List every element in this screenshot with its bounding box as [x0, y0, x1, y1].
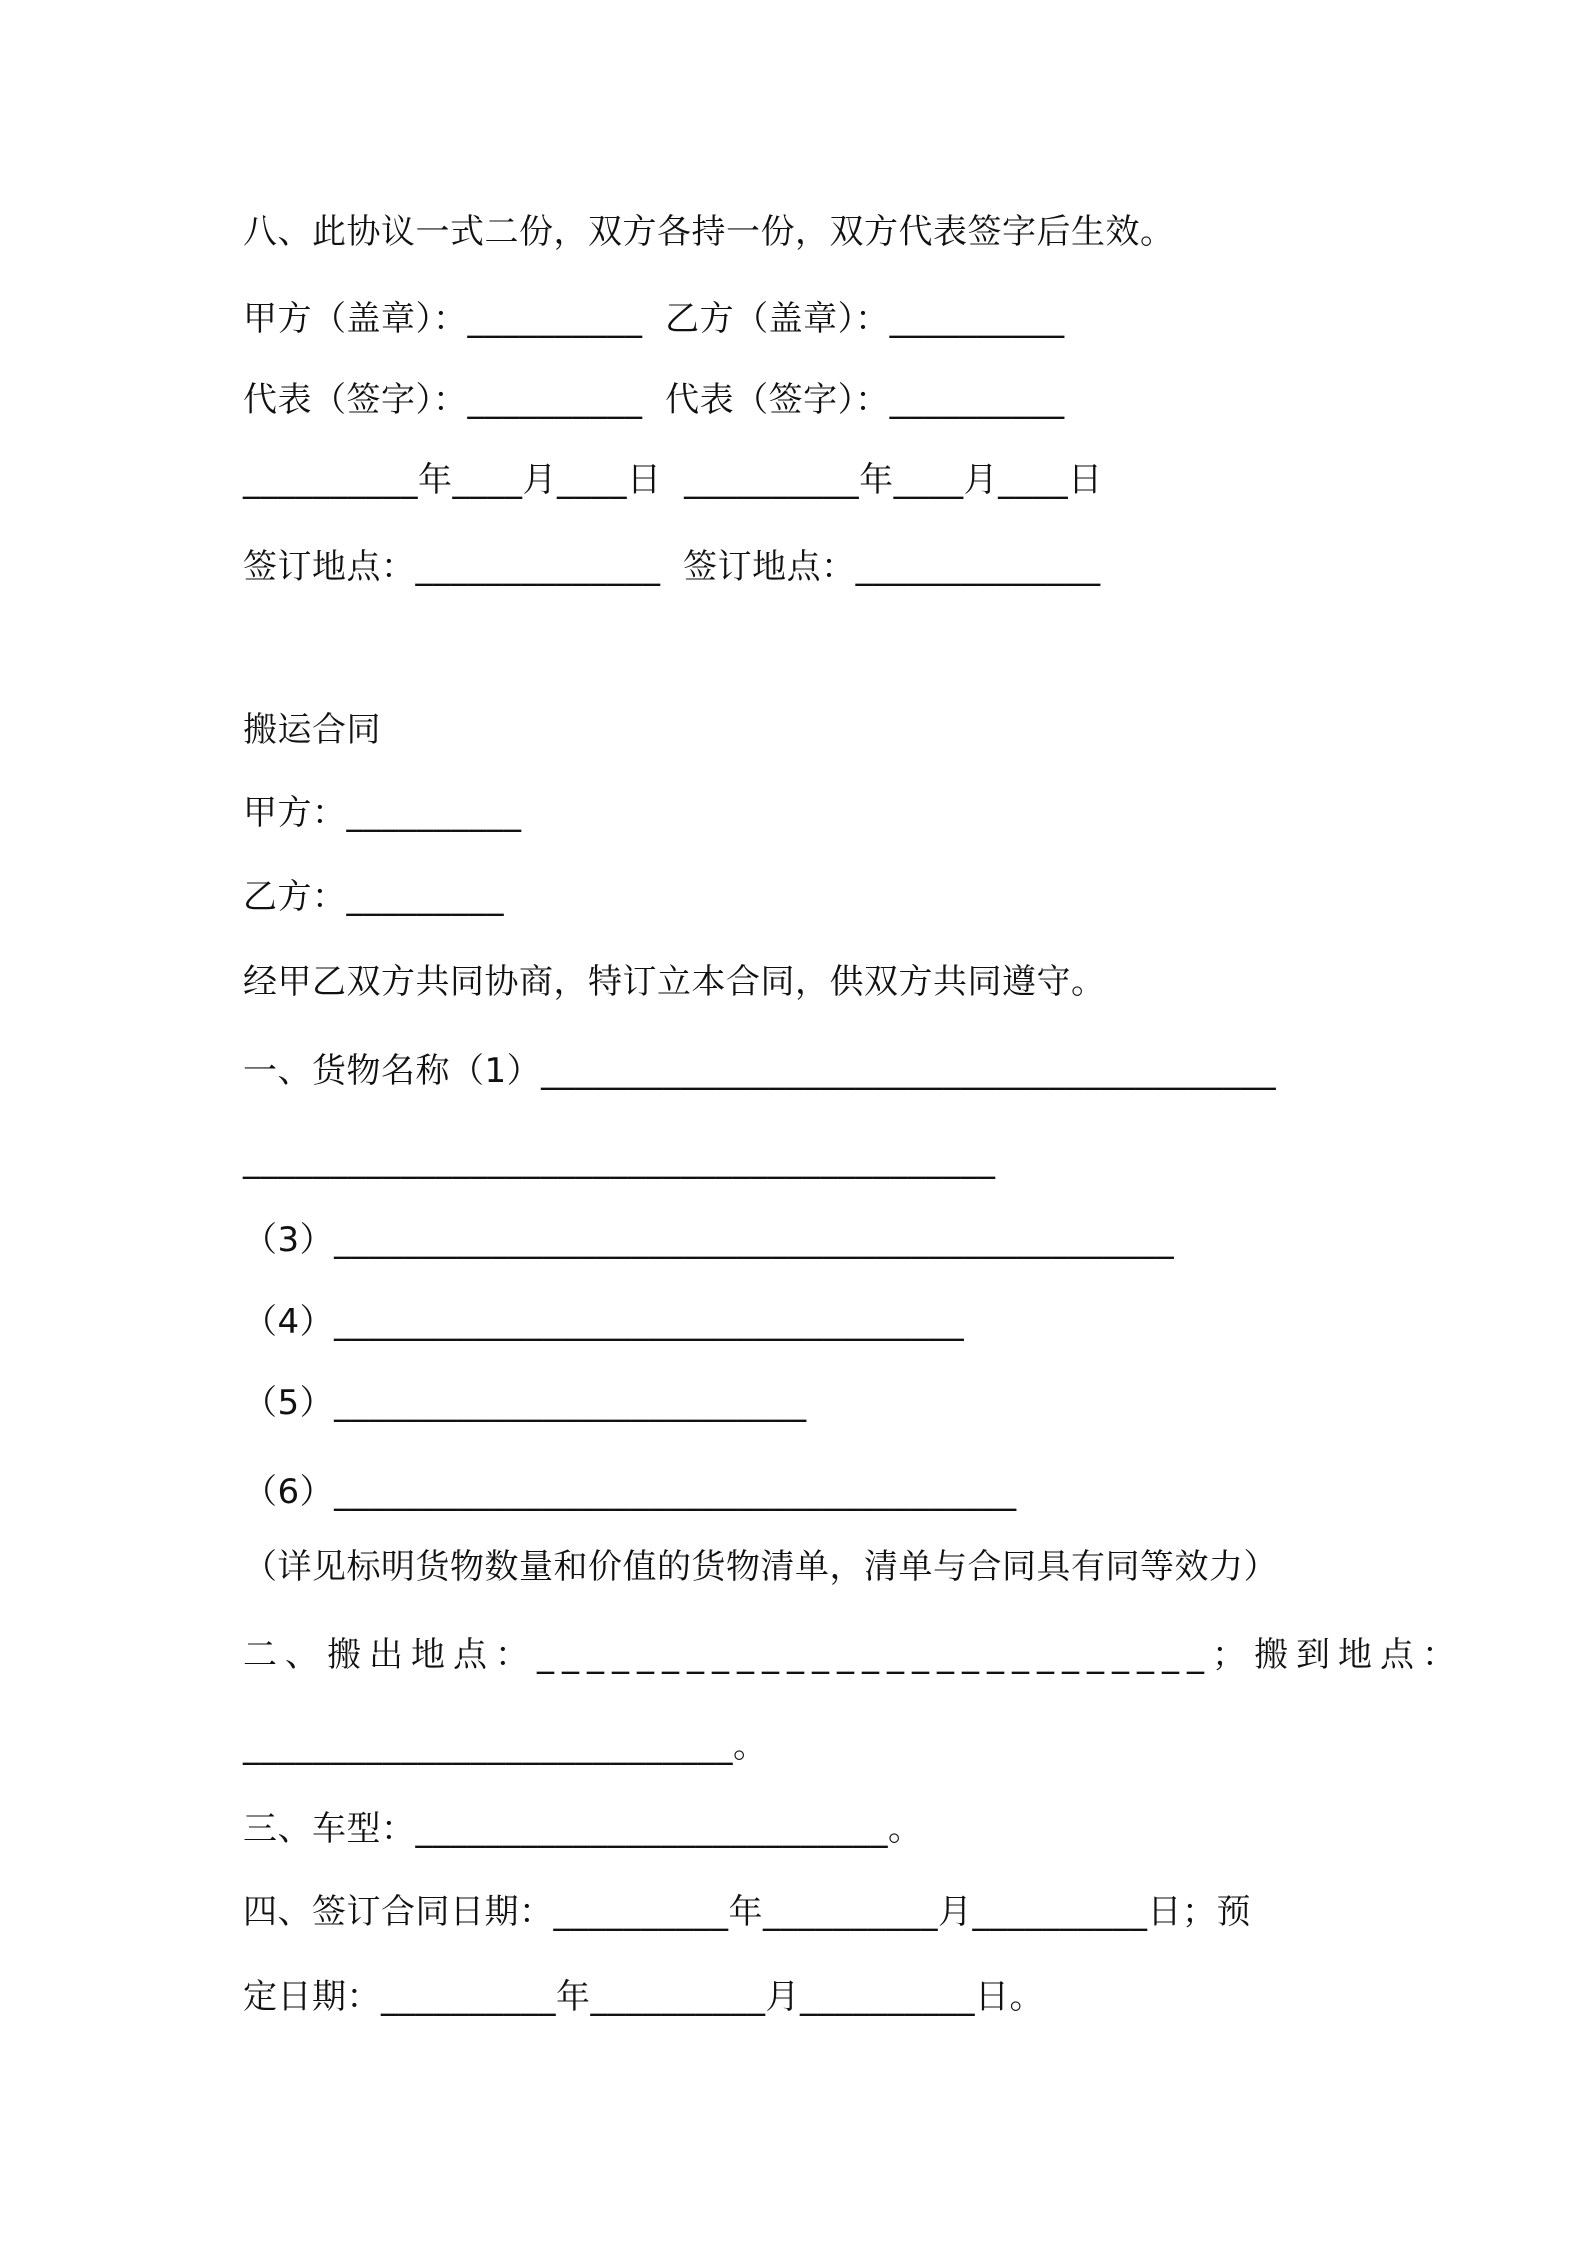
goods-item-6: （6）_______________________________________: [243, 1472, 1017, 1512]
goods-item-5: （5）___________________________: [243, 1383, 807, 1423]
vehicle-type-line: 三、车型：___________________________。: [243, 1809, 923, 1849]
party-a-line: 甲方：__________: [243, 793, 522, 833]
date-line: __________年____月____日 __________年____月____日: [243, 460, 1103, 500]
preamble: 经甲乙双方共同协商，特订立本合同，供双方共同遵守。: [243, 962, 1106, 1002]
goods-item-3: （3）________________________________________________: [243, 1220, 1175, 1260]
contract-title: 搬运合同: [243, 710, 381, 750]
destination-line: ____________________________。: [243, 1726, 768, 1766]
party-b-line: 乙方：_________: [243, 877, 504, 917]
signature-line: 代表（签字）：__________ 代表（签字）：__________: [243, 380, 1065, 420]
scheduled-date-line: 定日期：__________年__________月__________日。: [243, 1977, 1044, 2017]
goods-item-4: （4）____________________________________: [243, 1302, 965, 1342]
contract-date-line: 四、签订合同日期：__________年__________月__________日；预: [243, 1892, 1251, 1932]
goods-item-1: 一、货物名称（1）__________________________________________: [243, 1051, 1277, 1091]
goods-item-2: ___________________________________________: [243, 1140, 996, 1180]
signing-place-line: 签订地点：______________ 签订地点：______________: [243, 547, 1101, 587]
location-line: 二、搬出地点：___________________________；搬到地点：: [243, 1635, 1464, 1675]
goods-note: （详见标明货物数量和价值的货物清单，清单与合同具有同等效力）: [243, 1547, 1278, 1587]
seal-line: 甲方（盖章）：__________ 乙方（盖章）：__________: [243, 299, 1065, 339]
clause-8: 八、此协议一式二份，双方各持一份，双方代表签字后生效。: [243, 212, 1175, 252]
